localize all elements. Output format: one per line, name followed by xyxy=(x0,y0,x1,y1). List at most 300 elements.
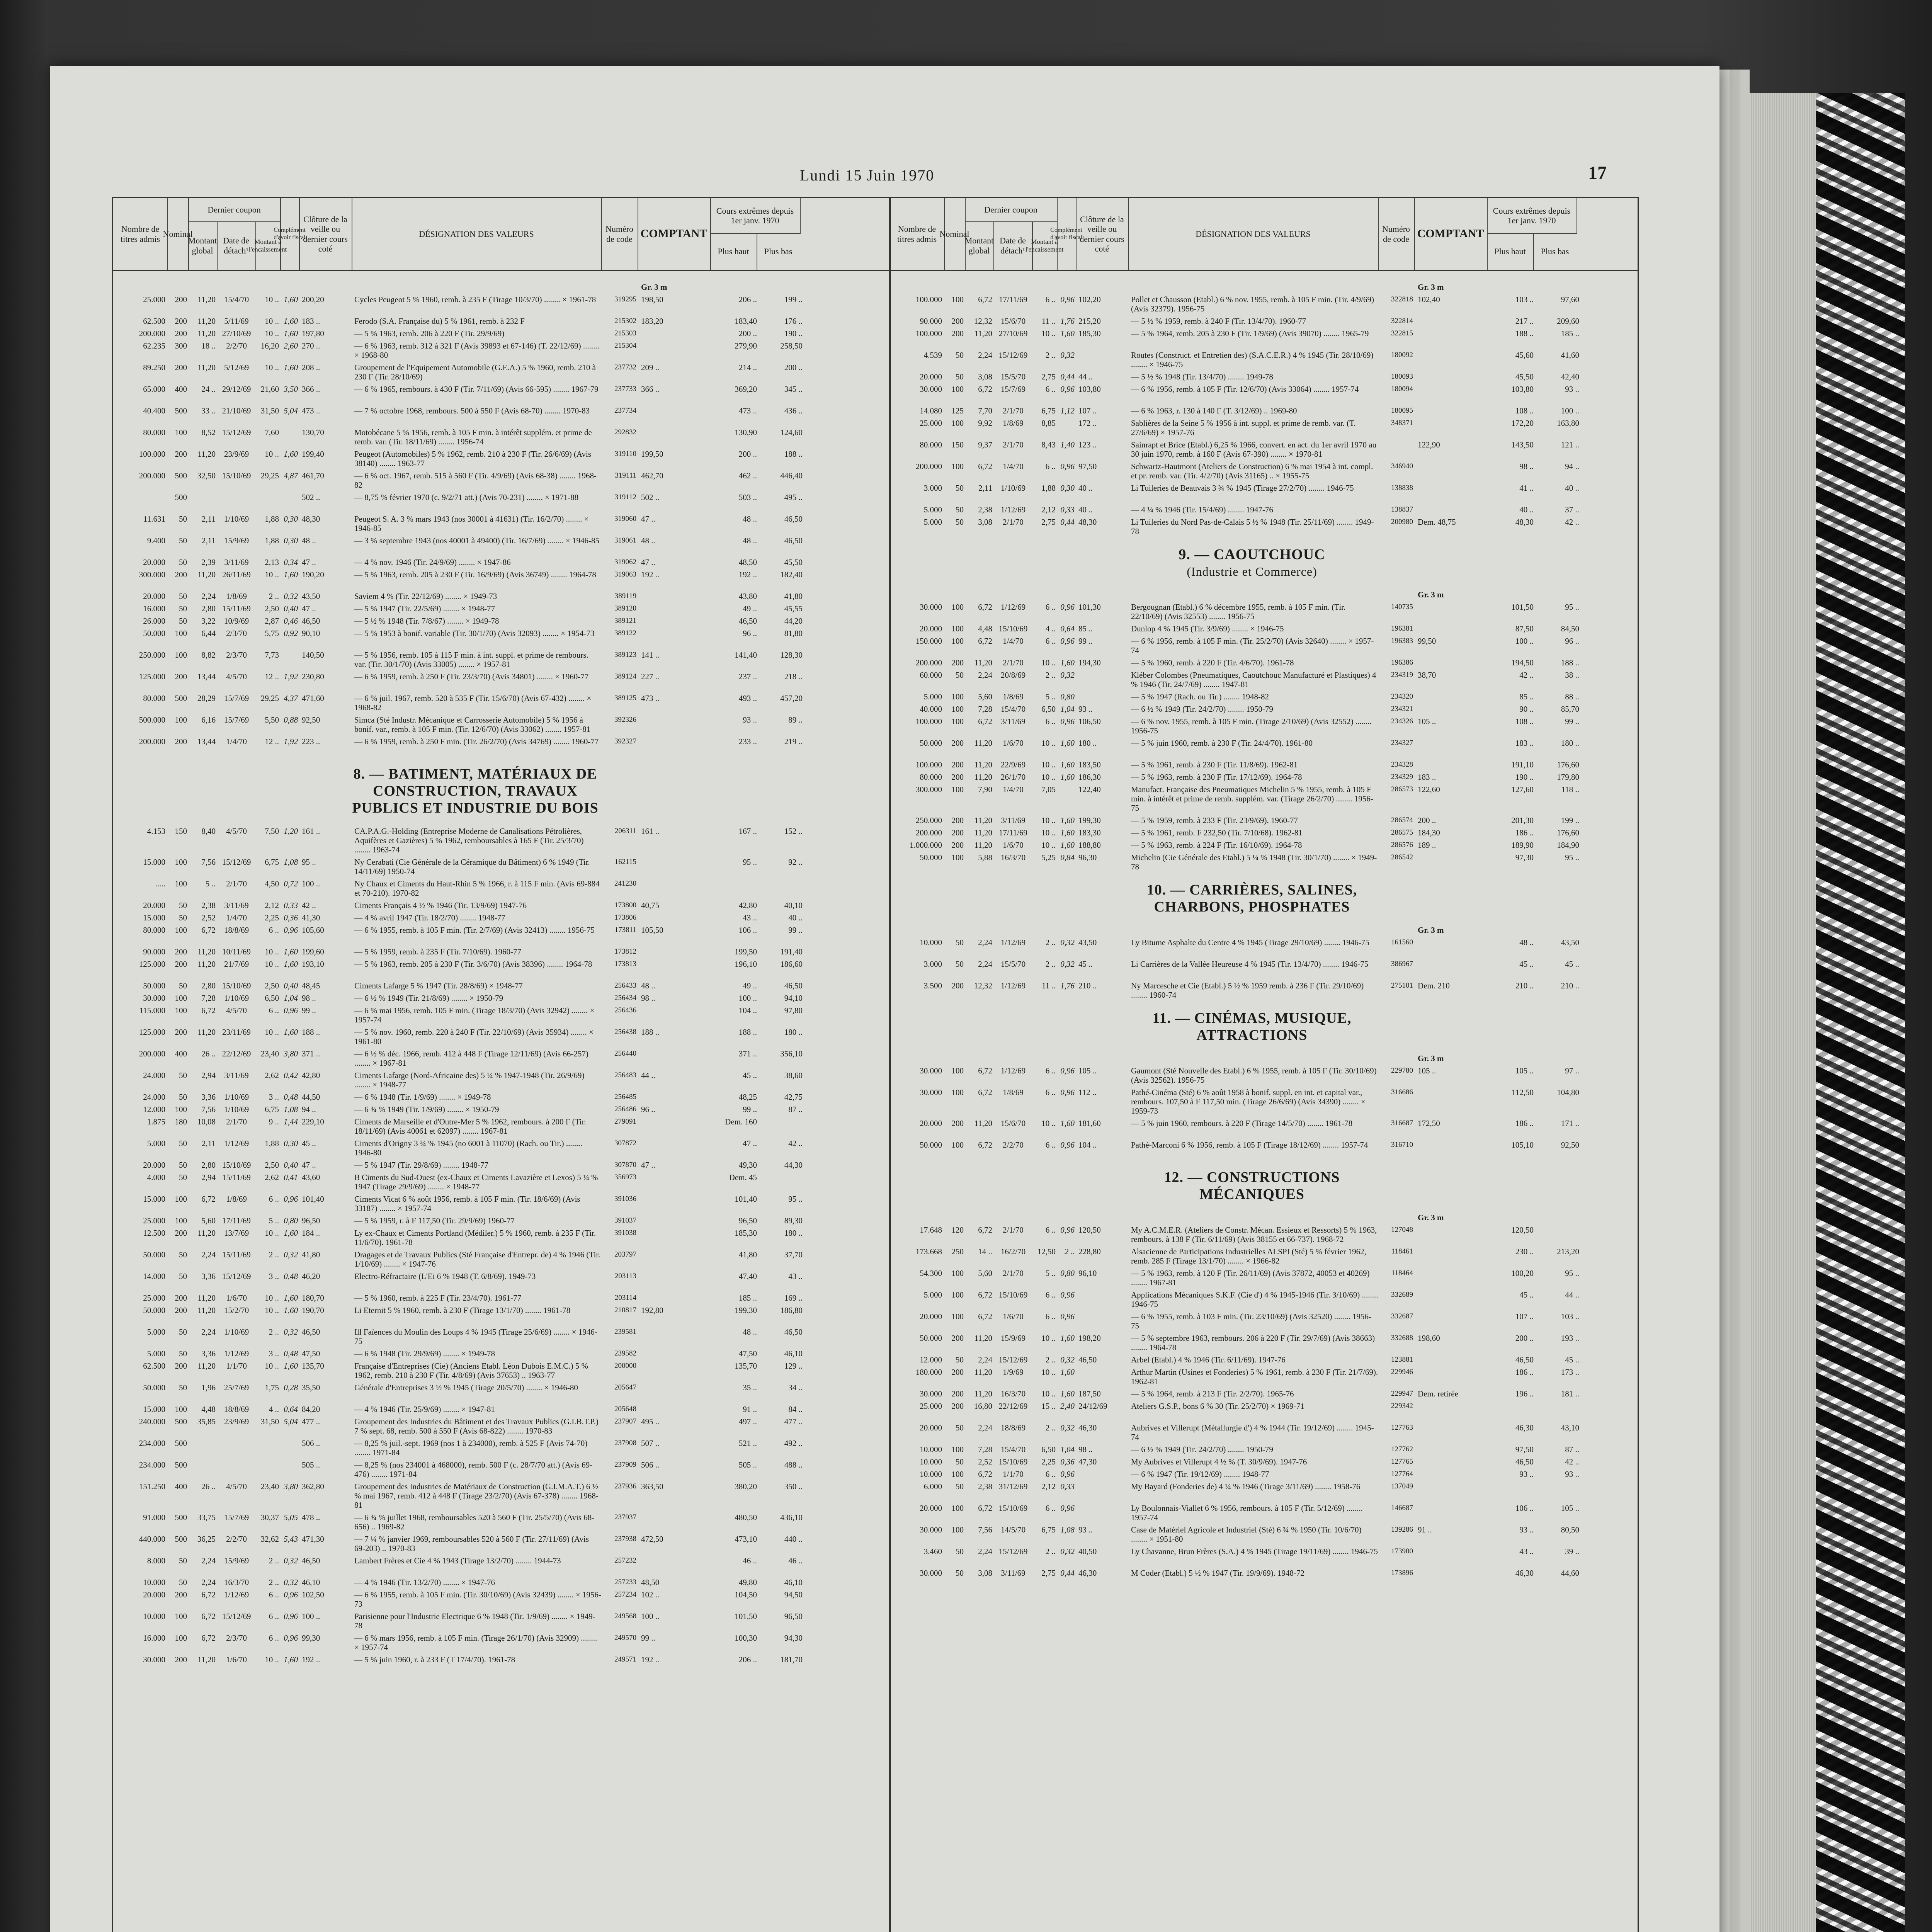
avoir-fiscal xyxy=(1057,282,1076,292)
coupon-date: 15/7/69 xyxy=(224,1513,249,1522)
coupon-date: 15/9/69 xyxy=(1000,1333,1026,1343)
security-designation: Saviem 4 % (Tir. 22/12/69) ........ × 1949-73 xyxy=(354,592,497,601)
nominal-value: 100 xyxy=(951,636,964,646)
security-code: 286542 xyxy=(1391,853,1413,861)
coupon-amount: 8,82 xyxy=(201,650,216,660)
coupon-date xyxy=(217,282,256,292)
col-montant-encaissement: Montant à l'encaissement xyxy=(1032,221,1058,270)
titres-count: 50.000 xyxy=(143,981,165,990)
security-designation: — 5 % 1947 (Tir. 29/8/69) ........ 1948-77 xyxy=(354,1160,488,1170)
low-price: 495 .. xyxy=(784,493,803,502)
avoir-fiscal: 0,48 xyxy=(284,1272,298,1281)
table-header xyxy=(890,198,1638,271)
encaissement-amount: 3 .. xyxy=(269,1092,279,1102)
comptant-price: 122,90 xyxy=(1418,440,1440,449)
low-price: 38,60 xyxy=(784,1071,803,1080)
closing-price: 42,80 xyxy=(302,1071,320,1080)
security-designation: — 5 % 1963, remb. à 224 F (Tir. 16/10/69). 1964-78 xyxy=(1131,840,1302,850)
low-price xyxy=(760,1117,805,1136)
table-row xyxy=(113,1160,890,1170)
titres-count: 300.000 xyxy=(915,785,942,794)
coupon-date: 3/11/69 xyxy=(1001,717,1026,726)
high-price: 48 .. xyxy=(743,1327,757,1337)
closing-price: 229,10 xyxy=(302,1117,324,1126)
avoir-fiscal: 0,41 xyxy=(284,1173,298,1182)
nominal-value: 200 xyxy=(175,316,187,326)
encaissement-amount: 30,37 xyxy=(260,1513,279,1522)
comptant-price: 507 .. xyxy=(641,1439,660,1448)
security-designation: Li Tuileries de Beauvais 3 ¾ % 1945 (Tirage 27/2/70) ........ 1946-75 xyxy=(1131,483,1354,493)
closing-price: 45 .. xyxy=(1078,959,1093,969)
coupon-amount: 13,44 xyxy=(197,737,216,746)
encaissement-amount: 2,25 xyxy=(1041,1457,1056,1466)
encaissement-amount: 16,20 xyxy=(260,341,279,350)
high-price: 201,30 xyxy=(1511,816,1534,825)
security-code: 127762 xyxy=(1391,1445,1413,1453)
high-price: 91 .. xyxy=(743,1405,757,1414)
closing-price: 45 .. xyxy=(302,1139,316,1148)
avoir-fiscal: 0,84 xyxy=(1060,853,1075,862)
security-code: 234326 xyxy=(1391,717,1413,725)
coupon-date: 5/12/69 xyxy=(224,363,249,372)
titres-count: 80.000 xyxy=(143,694,165,703)
coupon-date: 2/3/70 xyxy=(226,1633,247,1643)
low-price: 45 .. xyxy=(1565,1355,1579,1364)
nominal-value: 500 xyxy=(175,1439,187,1448)
closing-price: 215,20 xyxy=(1078,316,1101,326)
comptant-price xyxy=(1415,505,1487,514)
closing-price: 183 .. xyxy=(302,316,320,326)
security-designation: — 5 % 1963, remb. à 230 F (Tir. 17/12/69). 1964-78 xyxy=(1131,772,1302,782)
coupon-amount: 9,37 xyxy=(978,440,992,449)
titres-count: 60.000 xyxy=(920,670,942,680)
low-price xyxy=(760,1173,805,1191)
coupon-amount: 26 .. xyxy=(201,1049,216,1058)
avoir-fiscal: 0,96 xyxy=(1060,1225,1075,1235)
titres-count: 15.000 xyxy=(143,913,165,922)
comptant-price: 161 .. xyxy=(641,827,660,836)
coupon-amount: 2,24 xyxy=(201,1578,216,1587)
avoir-fiscal: 1,60 xyxy=(284,1361,298,1371)
comptant-price xyxy=(1415,1482,1487,1500)
high-price: 100,30 xyxy=(735,1633,757,1643)
coupon-amount: 7,90 xyxy=(978,785,992,794)
titres-count: 62.235 xyxy=(143,341,165,350)
closing-price: 194,30 xyxy=(1078,658,1101,667)
high-price: 35 .. xyxy=(743,1383,757,1392)
security-designation: Bergougnan (Etabl.) 6 % décembre 1955, remb. à 105 F min. (Tir. 22/10/69) (Avis 32553) ........ 1956-75 xyxy=(1131,602,1346,621)
titres-count: 200.000 xyxy=(139,737,165,746)
comptant-price: 100 .. xyxy=(641,1612,660,1621)
coupon-amount: 7,56 xyxy=(978,1525,992,1534)
encaissement-amount: 6 .. xyxy=(269,1006,279,1015)
closing-price: 99 .. xyxy=(1078,636,1093,646)
security-code: 256486 xyxy=(614,1105,636,1113)
closing-price: 120,50 xyxy=(1078,1225,1101,1235)
table-row xyxy=(890,590,1638,599)
running-head: Lundi 15 Juin 1970 xyxy=(800,167,935,184)
coupon-date: 15/4/70 xyxy=(224,295,249,304)
security-code: 386967 xyxy=(1391,960,1413,968)
coupon-amount: 6,72 xyxy=(978,717,992,726)
security-designation: My Bayard (Fonderies de) 4 ¼ % 1946 (Tirage 3/11/69) ........ 1958-76 xyxy=(1131,1482,1361,1491)
nominal-value: 100 xyxy=(951,1066,964,1075)
high-price xyxy=(1487,1401,1537,1420)
security-designation: Peugeot S. A. 3 % mars 1943 (nos 30001 à 41631) (Tir. 16/2/70) ........ × 1946-85 xyxy=(354,514,589,533)
coupon-amount: 12,32 xyxy=(974,981,992,990)
table-row xyxy=(113,1405,890,1414)
low-price xyxy=(1537,282,1582,292)
closing-price: 199,40 xyxy=(302,449,324,459)
encaissement-amount: 21,60 xyxy=(260,384,279,394)
nominal-value: 50 xyxy=(956,959,964,969)
avoir-fiscal: 0,80 xyxy=(1060,1269,1075,1278)
coupon-date: 15/10/69 xyxy=(222,1160,251,1170)
coupon-date: 22/9/69 xyxy=(1000,760,1026,769)
avoir-fiscal: 1,08 xyxy=(284,1105,298,1114)
closing-price: 92,50 xyxy=(302,715,320,724)
low-price: 118 .. xyxy=(1561,785,1579,794)
security-code: 319063 xyxy=(614,570,636,578)
closing-price: 270 .. xyxy=(302,341,320,350)
comptant-price: 192,80 xyxy=(641,1306,663,1315)
table-row xyxy=(113,1534,890,1553)
coupon-date: 27/10/69 xyxy=(222,329,251,338)
closing-price: 186,30 xyxy=(1078,772,1101,782)
coupon-date: 18/8/69 xyxy=(1000,1423,1026,1432)
avoir-fiscal: 3,80 xyxy=(284,1049,298,1058)
table-row xyxy=(890,1469,1638,1479)
titres-count: 8.000 xyxy=(147,1556,165,1565)
coupon-date: 1/12/69 xyxy=(224,1349,249,1358)
col-plus-haut: Plus haut xyxy=(1487,233,1534,270)
high-price: 99 .. xyxy=(743,1105,757,1114)
coupon-amount: 11,20 xyxy=(197,1228,216,1238)
encaissement-amount: 10 .. xyxy=(1041,760,1056,769)
closing-price: 40 .. xyxy=(1078,483,1093,493)
coupon-date: 14/5/70 xyxy=(1000,1525,1026,1534)
closing-price: 198,20 xyxy=(1078,1333,1101,1343)
high-price: 200 .. xyxy=(738,329,757,338)
low-price: 350 .. xyxy=(784,1482,803,1491)
coupon-date: 15/12/69 xyxy=(998,1547,1028,1556)
closing-price: 371 .. xyxy=(302,1049,320,1058)
nominal-value: 100 xyxy=(951,1269,964,1278)
comptant-price xyxy=(638,879,711,898)
closing-price: 41,80 xyxy=(302,1250,320,1259)
comptant-price: 98 .. xyxy=(641,993,655,1003)
encaissement-amount: 2 .. xyxy=(269,1556,279,1565)
low-price: 128,30 xyxy=(780,650,803,660)
table-row xyxy=(113,694,890,712)
table-row xyxy=(890,1525,1638,1544)
nominal-value: 100 xyxy=(175,1633,187,1643)
comptant-price xyxy=(638,947,711,956)
comptant-price xyxy=(1415,1445,1487,1454)
table-row xyxy=(890,760,1638,769)
table-row xyxy=(113,514,890,533)
titres-count: 4.539 xyxy=(923,350,942,360)
coupon-amount: 11,20 xyxy=(197,295,216,304)
security-code: 256483 xyxy=(614,1071,636,1079)
titres-count: 50.000 xyxy=(920,738,942,748)
coupon-amount: 2,39 xyxy=(201,558,216,567)
security-designation: M Coder (Etabl.) 5 ½ % 1947 (Tir. 19/9/69). 1948-72 xyxy=(1131,1568,1304,1578)
high-price: 49,80 xyxy=(738,1578,757,1587)
security-code: 322818 xyxy=(1391,295,1413,303)
nominal-value: 500 xyxy=(175,1513,187,1522)
table-row xyxy=(113,1216,890,1225)
low-price: 44 .. xyxy=(1565,1290,1579,1299)
coupon-amount: 11,20 xyxy=(197,1361,216,1371)
comptant-price: Gr. 3 m xyxy=(1418,590,1444,599)
table-row xyxy=(890,828,1638,837)
security-designation: Ny Chaux et Ciments du Haut-Rhin 5 % 1966, r. à 115 F min. (Avis 69-884 et 70-210). 1970-82 xyxy=(354,879,600,898)
encaissement-amount: 6,75 xyxy=(265,857,279,867)
coupon-amount: 8,52 xyxy=(201,428,216,437)
high-price: 101,40 xyxy=(735,1194,757,1204)
avoir-fiscal: 1,60 xyxy=(284,316,298,326)
security-designation: Gaumont (Sté Nouvelle des Etabl.) 6 % 1955, remb. à 105 F (Tir. 30/10/69) (Avis 32562). 1956-75 xyxy=(1131,1066,1377,1085)
nominal-value: 500 xyxy=(175,1460,187,1469)
encaissement-amount: 2 .. xyxy=(1045,1355,1056,1364)
nominal-value: 50 xyxy=(956,1355,964,1364)
high-price: 100 .. xyxy=(1515,636,1534,646)
avoir-fiscal: 1,60 xyxy=(1060,760,1075,769)
closing-price xyxy=(1076,925,1129,935)
low-price: 186,80 xyxy=(780,1306,803,1315)
high-price: 143,50 xyxy=(1511,440,1534,449)
low-price: 84 .. xyxy=(788,1405,803,1414)
security-code: 307870 xyxy=(614,1161,636,1169)
security-code: 391038 xyxy=(614,1229,636,1237)
nominal-value: 200 xyxy=(951,738,964,748)
coupon-date: 15/7/69 xyxy=(224,694,249,703)
page-block-edge xyxy=(1750,93,1816,1932)
titres-count xyxy=(113,282,168,292)
titres-count: 16.000 xyxy=(143,604,165,613)
table-row xyxy=(890,1401,1638,1420)
coupon-amount: 35,85 xyxy=(197,1417,216,1426)
col-plus-bas: Plus bas xyxy=(764,246,793,256)
table-row xyxy=(113,592,890,601)
nominal-value: 400 xyxy=(175,1482,187,1491)
titres-count: 10.000 xyxy=(920,938,942,947)
avoir-fiscal: 5,04 xyxy=(284,1417,298,1426)
security-designation: Pollet et Chausson (Etabl.) 6 % nov. 1955, remb. à 105 F min. (Tir. 4/9/69) (Avis 32379). 1956-75 xyxy=(1131,295,1374,313)
col-designation: DÉSIGNATION DES VALEURS xyxy=(1128,198,1379,270)
nominal-value: 200 xyxy=(175,1027,187,1037)
coupon-amount: 33,75 xyxy=(197,1513,216,1522)
coupon-amount: 8,40 xyxy=(201,827,216,836)
comptant-price xyxy=(638,341,711,360)
coupon-amount: 11,20 xyxy=(974,329,992,338)
page-edge xyxy=(1740,70,1750,1932)
table-row xyxy=(113,1327,890,1346)
closing-price: 42 .. xyxy=(302,901,316,910)
nominal-value: 100 xyxy=(175,715,187,724)
avoir-fiscal: 1,76 xyxy=(1060,981,1075,990)
closing-price: 228,80 xyxy=(1078,1247,1101,1256)
security-designation: Ny Cerabati (Cie Générale de la Céramique du Bâtiment) 6 % 1949 (Tir. 14/11/69) 1950-74 xyxy=(354,857,590,876)
encaissement-amount: 12,50 xyxy=(1037,1247,1056,1256)
titres-count: 80.000 xyxy=(920,440,942,449)
security-code: 316686 xyxy=(1391,1088,1413,1096)
comptant-price xyxy=(638,1556,711,1575)
nominal-value: 50 xyxy=(179,616,187,626)
closing-price: 461,70 xyxy=(302,471,324,480)
table-row xyxy=(113,1633,890,1652)
coupon-date: 25/7/69 xyxy=(224,1383,249,1392)
nominal-value: 50 xyxy=(956,1423,964,1432)
high-price: 217 .. xyxy=(1515,316,1534,326)
closing-price xyxy=(1076,350,1129,369)
coupon-date: 16/2/70 xyxy=(1000,1247,1026,1256)
table-row xyxy=(113,901,890,910)
closing-price: 506 .. xyxy=(302,1439,320,1448)
coupon-amount: 3,36 xyxy=(201,1272,216,1281)
security-designation: — 6 % oct. 1967, remb. 515 à 560 F (Tir. 4/9/69) (Avis 68-38) ........ 1968-82 xyxy=(354,471,597,490)
comptant-price xyxy=(1415,462,1487,480)
titres-count: 12.000 xyxy=(143,1105,165,1114)
high-price: 521 .. xyxy=(738,1439,757,1448)
high-price: 106 .. xyxy=(1515,1503,1534,1513)
closing-price xyxy=(1076,1469,1129,1479)
security-code: 239582 xyxy=(614,1349,636,1357)
security-code: 162115 xyxy=(614,858,636,866)
coupon-date: 15/12/69 xyxy=(222,1612,251,1621)
avoir-fiscal: 1,04 xyxy=(1060,1445,1075,1454)
coupon-date: 1/10/69 xyxy=(224,993,249,1003)
encaissement-amount: 8,85 xyxy=(1041,418,1056,428)
coupon-date: 15/2/70 xyxy=(224,1306,249,1315)
avoir-fiscal: 0,30 xyxy=(1060,483,1075,493)
titres-count: 151.250 xyxy=(139,1482,165,1491)
high-price: Dem. 45 xyxy=(729,1173,757,1182)
security-designation: My Aubrives et Villerupt 4 ½ % (T. 30/9/69). 1947-76 xyxy=(1131,1457,1307,1466)
comptant-price: Gr. 3 m xyxy=(641,282,667,292)
low-price: 180 .. xyxy=(784,1027,803,1037)
security-code: 229342 xyxy=(1391,1402,1413,1410)
high-price: 105 .. xyxy=(1515,1066,1534,1075)
closing-price: 505 .. xyxy=(302,1460,320,1469)
security-code: 237908 xyxy=(614,1439,636,1447)
coupon-date: 15/11/69 xyxy=(222,604,251,613)
avoir-fiscal: 4,37 xyxy=(284,694,298,703)
high-price: 191,10 xyxy=(1511,760,1534,769)
security-code: 180093 xyxy=(1391,372,1413,381)
encaissement-amount: 6 .. xyxy=(269,925,279,935)
coupon-date: 4/5/70 xyxy=(226,672,247,681)
low-price: 85,70 xyxy=(1561,704,1579,714)
table-row xyxy=(890,1054,1638,1063)
closing-price: 161 .. xyxy=(302,827,320,836)
low-price xyxy=(1537,1225,1582,1244)
security-code: 206311 xyxy=(614,827,636,835)
comptant-price xyxy=(638,1272,711,1290)
nominal-value: 300 xyxy=(175,341,187,350)
comptant-price: Gr. 3 m xyxy=(1418,925,1444,935)
avoir-fiscal: 1,04 xyxy=(1060,704,1075,714)
encaissement-amount: 1,88 xyxy=(265,536,279,545)
table-row xyxy=(113,1272,890,1290)
low-price: 42 .. xyxy=(1565,517,1579,527)
coupon-amount: 2,24 xyxy=(978,1355,992,1364)
low-price: 40 .. xyxy=(1565,483,1579,493)
security-code: 319061 xyxy=(614,536,636,544)
security-designation: — 6 % 1959, remb. à 250 F (Tir. 23/3/70) (Avis 34801) ........ × 1960-77 xyxy=(354,672,589,681)
comptant-price: 473 .. xyxy=(641,694,660,703)
closing-price: 180 .. xyxy=(1078,738,1097,748)
security-code: 322814 xyxy=(1391,317,1413,325)
security-designation: Peugeot (Automobiles) 5 % 1962, remb. 210 à 230 F (Tir. 26/6/69) (Avis 38140) ........ 1963-77 xyxy=(354,449,592,468)
table-row xyxy=(890,406,1638,415)
low-price: 446,40 xyxy=(780,471,803,480)
avoir-fiscal: 2,40 xyxy=(1060,1401,1075,1411)
closing-price: 199,30 xyxy=(1078,816,1101,825)
titres-count: 5.000 xyxy=(923,1290,942,1299)
coupon-amount: 33 .. xyxy=(201,406,216,415)
nominal-value: 100 xyxy=(951,1525,964,1534)
coupon-date: 1/10/69 xyxy=(224,514,249,524)
avoir-fiscal: 4,87 xyxy=(284,471,298,480)
encaissement-amount: 2 .. xyxy=(1045,938,1056,947)
avoir-fiscal: 1,60 xyxy=(284,1306,298,1315)
table-row xyxy=(890,1066,1638,1085)
low-price: 181 .. xyxy=(1561,1389,1579,1398)
coupon-amount: 6,72 xyxy=(978,295,992,304)
encaissement-amount: 10 .. xyxy=(1041,738,1056,748)
low-price: 94,30 xyxy=(784,1633,803,1643)
table-row xyxy=(890,772,1638,782)
encaissement-amount: 7,73 xyxy=(265,650,279,660)
coupon-amount: 11,20 xyxy=(197,947,216,956)
security-designation: Schwartz-Hautmont (Ateliers de Construction) 6 % mai 1954 à int. compl. et pr. remb. var. (Tir. 4/2/70) (Avis 31165) .. × 1955-75 xyxy=(1131,462,1373,480)
encaissement-amount: 2,87 xyxy=(265,616,279,626)
high-price xyxy=(1487,925,1537,935)
encaissement-amount xyxy=(256,282,281,292)
security-code: 196386 xyxy=(1391,658,1413,667)
coupon-date: 1/12/69 xyxy=(1000,981,1026,990)
table-row xyxy=(890,418,1638,437)
closing-price: 46,10 xyxy=(302,1578,320,1587)
comptant-price: 47 .. xyxy=(641,514,655,524)
coupon-date: 1/6/70 xyxy=(226,1655,247,1664)
avoir-fiscal xyxy=(1057,925,1076,935)
encaissement-amount: 6 .. xyxy=(1045,1088,1056,1097)
coupon-date: 15/9/69 xyxy=(224,1556,249,1565)
marbled-edge xyxy=(1816,93,1905,1932)
coupon-date xyxy=(994,1213,1032,1222)
closing-price: 48,30 xyxy=(1078,517,1097,527)
high-price: 135,70 xyxy=(735,1361,757,1371)
comptant-price xyxy=(1415,1269,1487,1287)
security-designation: Arbel (Etabl.) 4 % 1946 (Tir. 6/11/69). 1947-76 xyxy=(1131,1355,1286,1364)
closing-price: 223 .. xyxy=(302,737,320,746)
coupon-amount: 11,20 xyxy=(974,1119,992,1128)
encaissement-amount: 5,50 xyxy=(265,715,279,724)
coupon-date: 1/6/70 xyxy=(1003,840,1024,850)
security-code: 234319 xyxy=(1391,671,1413,679)
table-row xyxy=(890,981,1638,1000)
comptant-price: 199,50 xyxy=(641,449,663,459)
security-code: 237732 xyxy=(614,363,636,371)
table-row xyxy=(113,947,890,956)
high-price: 47,40 xyxy=(738,1272,757,1281)
low-price: 87 .. xyxy=(1565,1445,1579,1454)
coupon-amount: 16,80 xyxy=(974,1401,992,1411)
encaissement-amount: 23,40 xyxy=(260,1482,279,1491)
